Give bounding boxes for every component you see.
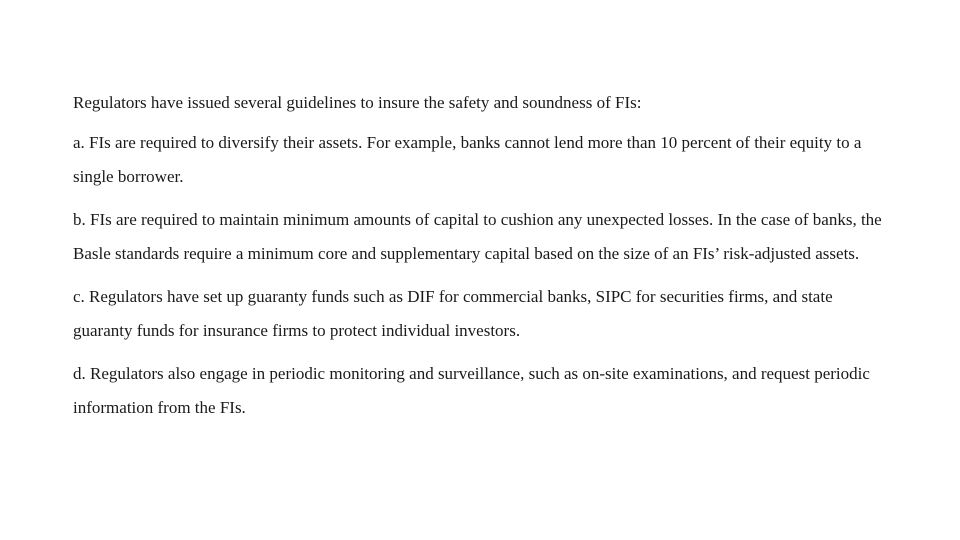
guideline-item-b: b. FIs are required to maintain minimum amounts of capital to cushion any unexpected losses. In the case of banks, the Basle standards require a minimum core and supplementary capital based on the size of an FIs’ risk-adjusted assets.: [73, 210, 882, 263]
guideline-item-c: c. Regulators have set up guaranty funds such as DIF for commercial banks, SIPC for securities firms, and state guaranty funds for insurance firms to protect individual investors.: [73, 287, 833, 340]
guideline-item-a: a. FIs are required to diversify their assets. For example, banks cannot lend more than 10 percent of their equity to a single borrower.: [73, 133, 862, 186]
guideline-item-d: d. Regulators also engage in periodic monitoring and surveillance, such as on-site examinations, and request periodic information from the FIs.: [73, 364, 870, 417]
text-body: [73, 86, 893, 434]
intro-paragraph: Regulators have issued several guidelines to insure the safety and soundness of FIs:: [73, 93, 642, 112]
